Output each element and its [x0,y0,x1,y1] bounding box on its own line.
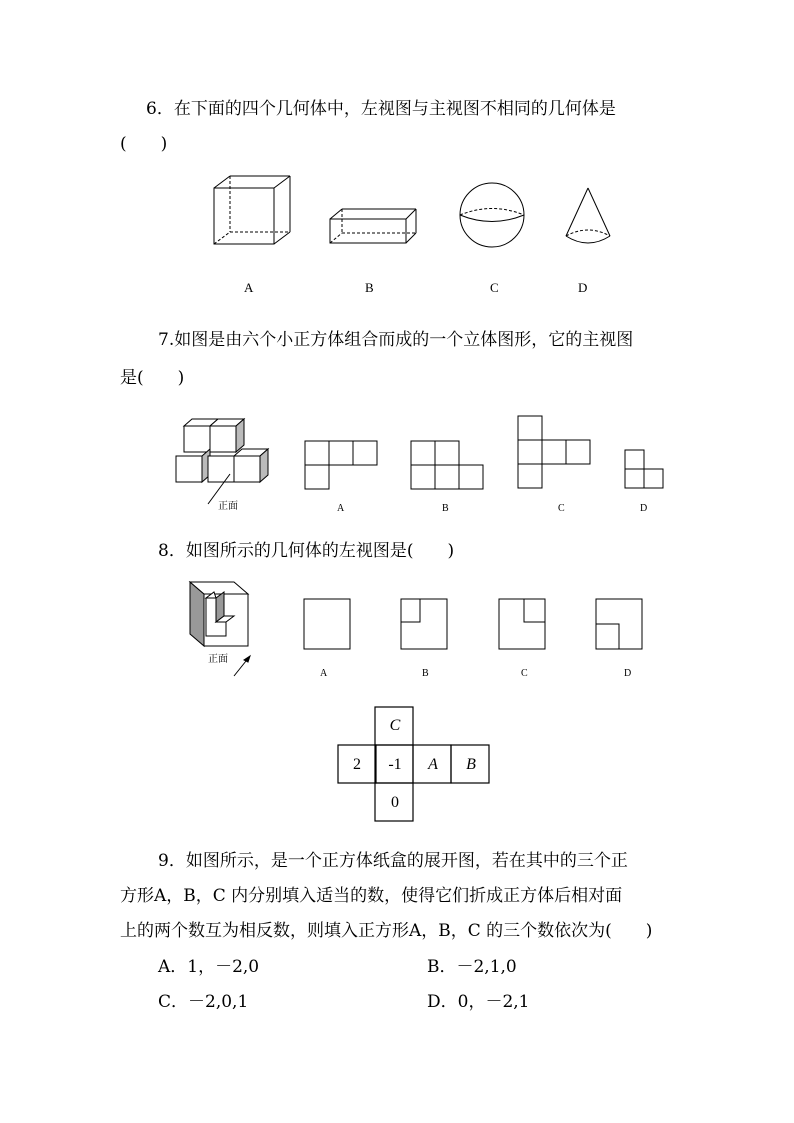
q9-option-b: B．－2,1,0 [427,957,517,977]
q8-front-label: 正面 [208,654,228,665]
q8-label-c: C [521,668,528,679]
q9-stem-line3: 上的两个数互为相反数，则填入正方形A，B，C 的三个数依次为( ) [120,921,653,941]
q7-option-b-view [410,440,486,492]
q8-label-d: D [624,668,632,679]
q6-stem-line2: ( ) [120,134,168,154]
q7-stem-line1: 7.如图是由六个小正方体组合而成的一个立体图形，它的主视图 [158,330,634,350]
q8-option-d-view [595,598,645,652]
q8-label-a: A [320,668,328,679]
q8-option-c-view [498,598,548,652]
net-cell-0: 0 [391,794,399,811]
q6-figure-cube [210,172,300,252]
q6-label-b: B [365,280,374,295]
net-cell-b: B [466,756,476,773]
q6-label-a: A [244,280,254,295]
q7-label-c: C [558,503,565,514]
q9-stem-line1: 9．如图所示，是一个正方体纸盒的展开图，若在其中的三个正 [158,851,628,871]
q6-figure-cone [560,184,620,250]
q6-stem-line1: 6．在下面的四个几何体中，左视图与主视图不相同的几何体是 [146,99,616,119]
net-cell-neg1: -1 [388,756,402,773]
q9-option-a: A．1，－2,0 [158,957,260,977]
q6-label-c: C [490,280,499,295]
net-cell-2: 2 [353,756,361,773]
q8-stem-line1: 8．如图所示的几何体的左视图是( ) [158,541,455,561]
q7-solid-figure [172,416,272,506]
q7-front-label: 正面 [218,501,238,512]
q7-option-a-view [304,440,380,492]
q8-option-a-view [303,598,353,652]
q7-label-a: A [337,503,345,514]
q9-option-c: C．－2,0,1 [158,992,249,1012]
q6-figure-sphere [455,178,530,253]
q7-stem-line2: 是( ) [120,368,185,388]
q8-label-b: B [422,668,429,679]
q8-option-b-view [400,598,450,652]
q7-label-d: D [640,503,648,514]
q9-option-d: D．0，－2,1 [427,992,530,1012]
q7-option-d-view [624,449,666,491]
net-cell-c: C [389,717,401,734]
net-cell-a: A [428,756,438,773]
q7-option-c-view [517,415,593,491]
q6-figure-cuboid [326,205,421,247]
q9-stem-line2: 方形A，B，C 内分别填入适当的数，使得它们折成正方体后相对面 [120,886,623,906]
q6-label-d: D [578,280,588,295]
q7-label-b: B [442,503,449,514]
